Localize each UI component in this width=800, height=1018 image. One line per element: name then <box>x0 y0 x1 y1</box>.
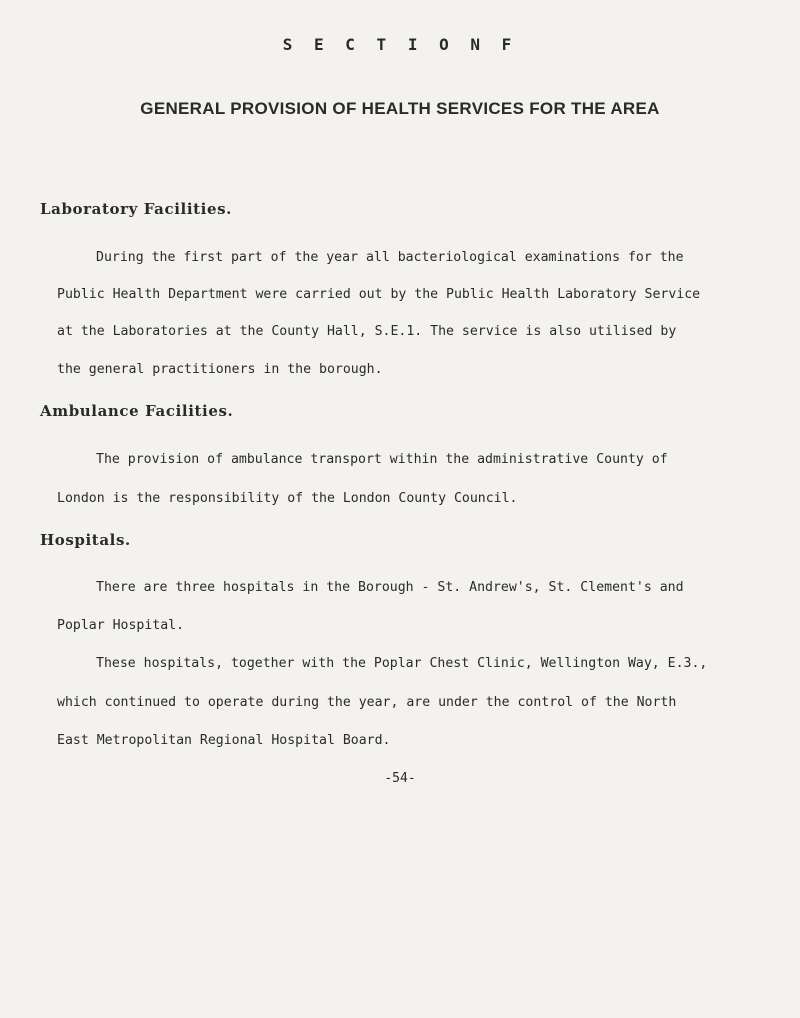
paragraph-line: There are three hospitals in the Borough - St. Andrew's, St. Clement's and <box>96 580 684 595</box>
paragraph-line: Poplar Hospital. <box>57 618 185 633</box>
page-number: -54- <box>384 771 416 786</box>
paragraph-line: which continued to operate during the year, are under the control of the North <box>57 695 677 710</box>
page-title: GENERAL PROVISION OF HEALTH SERVICES FOR THE AREA <box>140 99 660 118</box>
paragraph-line: These hospitals, together with the Poplar Chest Clinic, Wellington Way, E.3., <box>96 656 708 671</box>
paragraph-line: The provision of ambulance transport within the administrative County of <box>96 452 668 467</box>
paragraph-line: London is the responsibility of the London County Council. <box>57 491 518 506</box>
paragraph-line: East Metropolitan Regional Hospital Board. <box>57 733 391 748</box>
heading-ambulance: Ambulance Facilities. <box>40 402 234 420</box>
paragraph-line: During the first part of the year all bacteriological examinations for the <box>96 250 684 265</box>
paragraph-line: the general practitioners in the borough. <box>57 362 383 377</box>
section-label: S E C T I O N F <box>282 35 518 54</box>
paragraph-line: at the Laboratories at the County Hall, S.E.1. The service is also utilised by <box>57 324 677 339</box>
heading-hospitals: Hospitals. <box>40 531 131 549</box>
paragraph-line: Public Health Department were carried out by the Public Health Laboratory Service <box>57 287 701 302</box>
heading-laboratory: Laboratory Facilities. <box>40 200 232 218</box>
